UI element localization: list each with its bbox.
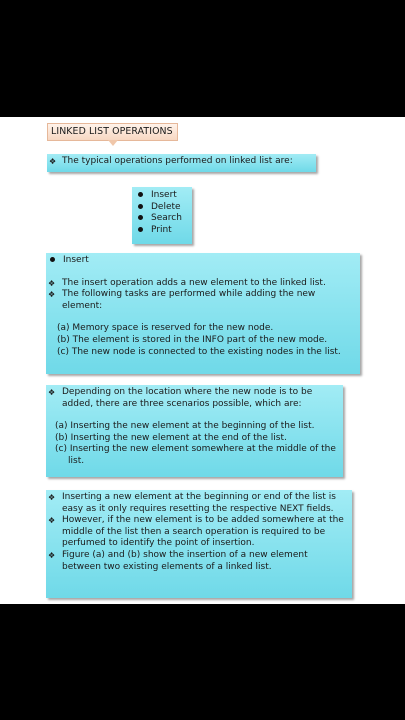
notes-box — [46, 490, 352, 598]
intro-box — [47, 154, 316, 172]
intro-text: The typical operations performed on linked list are: — [62, 156, 293, 166]
operation-item: Search — [138, 213, 192, 225]
note-point: ❖ However, if the new element is to be added somewhere at the middle of the list then a search operation is required to be perfumed to identify the point of insertion. — [48, 515, 344, 549]
diamond-bullet-icon: ❖ — [49, 157, 57, 166]
bullet-icon — [138, 204, 143, 209]
slide-title: LINKED LIST OPERATIONS — [47, 123, 178, 141]
scenario-item: (b) Inserting the new element at the end of the list. — [55, 432, 287, 443]
bullet-icon — [50, 257, 55, 262]
insert-task: (c) The new node is connected to the existing nodes in the list. — [57, 346, 341, 357]
insert-point: ❖ The insert operation adds a new element to the linked list. — [48, 277, 326, 288]
diamond-bullet-icon: ❖ — [48, 516, 56, 526]
operation-item: Insert — [138, 190, 192, 202]
note-point: ❖ Inserting a new element at the beginning or end of the list is easy as it only requires resetting the respective NEXT fields. — [48, 492, 336, 514]
scenario-item: (a) Inserting the new element at the beginning of the list. — [55, 421, 315, 432]
scenario-point: ❖ Depending on the location where the new node is to be added, there are three scenarios possible, which are: — [48, 387, 313, 409]
diamond-bullet-icon: ❖ — [48, 388, 56, 397]
scenario-box — [46, 385, 343, 477]
bullet-icon — [138, 192, 143, 197]
bullet-icon — [138, 227, 143, 232]
diamond-bullet-icon: ❖ — [48, 550, 56, 560]
scenario-item: (c) Inserting the new element somewhere at the middle of the list. — [55, 444, 336, 466]
bullet-icon — [138, 215, 143, 220]
insert-heading: Insert — [46, 255, 360, 267]
slide — [0, 117, 405, 604]
operation-item: Delete — [138, 202, 192, 214]
insert-box — [46, 253, 360, 374]
diamond-bullet-icon: ❖ — [48, 493, 56, 502]
insert-task: (b) The element is stored in the INFO part of the new mode. — [57, 334, 328, 345]
note-point: ❖ Figure (a) and (b) show the insertion of a new element between two existing elements of a linked list. — [48, 549, 308, 572]
diamond-bullet-icon: ❖ — [48, 278, 56, 288]
operation-item: Print — [138, 225, 192, 237]
insert-point: ❖ The following tasks are performed while adding the new element: — [48, 289, 316, 311]
insert-task: (a) Memory space is reserved for the new node. — [57, 323, 274, 334]
operations-box — [132, 187, 192, 244]
diamond-bullet-icon: ❖ — [48, 290, 56, 300]
